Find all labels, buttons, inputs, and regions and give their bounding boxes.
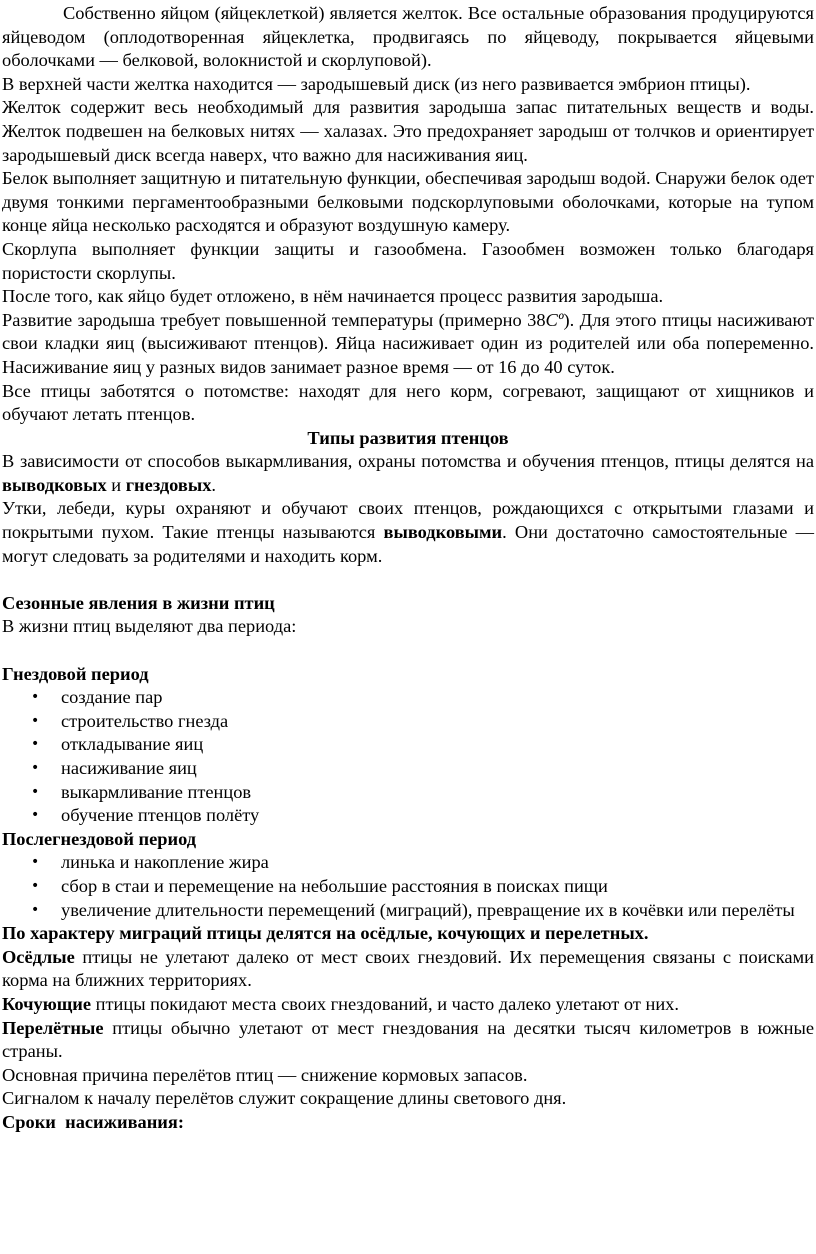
blank-line xyxy=(2,568,814,592)
paragraph-sedentary xyxy=(2,946,814,993)
paragraph-precocial-description xyxy=(2,497,814,568)
chick-types-period: . xyxy=(211,474,217,495)
post-nesting-period-list xyxy=(2,851,814,922)
list-item: • создание пар xyxy=(2,686,814,710)
paragraph-yolk-nutrients: Желток содержит весь необходимый для развития зародыша запас питательных веществ и воды. Желток подвешен на белковых нитях — халазах. Это предохраняет зародыш от толчков и ориентирует зародышевый диск всегда наверх, что важно для насиживания яиц. xyxy=(2,97,814,165)
paragraph-migration-signal: Сигналом к началу перелётов служит сокращение длины светового дня. xyxy=(2,1088,567,1109)
paragraph-chick-types-intro xyxy=(2,450,814,497)
migratory-text: птицы обычно улетают от мест гнездования на десятки тысяч километров в южные страны. xyxy=(2,1017,814,1062)
temperature-unit: Cº xyxy=(545,309,564,330)
heading-chick-types: Типы развития птенцов xyxy=(307,427,509,448)
list-item: • линька и накопление жира xyxy=(2,851,814,875)
list-item: • насиживание яиц xyxy=(2,757,814,781)
term-precocial: выводковых xyxy=(2,474,107,495)
sedentary-text: птицы не улетают далеко от мест своих гнездовий. Их перемещения связаны с поисками корма на ближних территориях. xyxy=(2,946,814,991)
blank-line xyxy=(2,639,814,663)
paragraph-migratory xyxy=(2,1017,814,1064)
term-sedentary: Осёдлые xyxy=(2,946,75,967)
heading-seasonal-phenomena: Сезонные явления в жизни птиц xyxy=(2,592,275,613)
paragraph-yolk-definition: Собственно яйцом (яйцеклеткой) является желток. Все остальные образования продуцируются яйцеводом (оплодотворенная яйцеклетка, продвигаясь по яйцеводу, покрывается яйцевыми оболочками — белковой, волокнистой и скорлуповой). xyxy=(2,3,814,71)
paragraph-two-periods: В жизни птиц выделяют два периода: xyxy=(2,616,297,637)
chick-types-and: и xyxy=(106,474,126,495)
heading-incubation-periods: Сроки насиживания: xyxy=(2,1111,184,1132)
term-nomadic: Кочующие xyxy=(2,993,92,1014)
heading-migration-types: По характеру миграций птицы делятся на осёдлые, кочующих и перелетных. xyxy=(2,923,649,944)
paragraph-shell: Скорлупа выполняет функции защиты и газообмена. Газообмен возможен только благодаря пористости скорлупы. xyxy=(2,238,814,283)
term-altricial: гнездовых xyxy=(125,474,212,495)
incubation-text-b: ). Для этого птицы насиживают свои кладки яиц (высиживают птенцов). Яйца насиживает один из родителей или оба попеременно. Насиживание яиц у разных видов занимает разное время — от 16 до 40 суток. xyxy=(2,309,815,377)
chick-types-intro-text: В зависимости от способов выкармливания, охраны потомства и обучения птенцов, птицы делятся на xyxy=(2,451,814,472)
paragraph-germinal-disc: В верхней части желтка находится — зародышевый диск (из него развивается эмбрион птицы). xyxy=(2,73,751,94)
paragraph-parental-care: Все птицы заботятся о потомстве: находят для него корм, согревают, защищают от хищников и обучают летать птенцов. xyxy=(2,380,814,425)
precocial-text-a: Утки, лебеди, куры охраняют и обучают своих птенцов, рождающихся с открытыми глазами и покрытыми пухом. Такие птенцы называются xyxy=(2,498,814,543)
term-migratory: Перелётные xyxy=(2,1017,104,1038)
list-item: • откладывание яиц xyxy=(2,733,814,757)
precocial-text-b: . Они достаточно самостоятельные — могут следовать за родителями и находить корм. xyxy=(2,522,814,566)
list-item: • обучение птенцов полёту xyxy=(2,804,814,828)
list-item: • выкармливание птенцов xyxy=(2,781,814,805)
nesting-period-list xyxy=(2,686,814,828)
paragraph-egg-white: Белок выполняет защитную и питательную функции, обеспечивая зародыш водой. Снаружи белок одет двумя тонкими пергаментообразными белковыми подскорлуповыми оболочками, которые на тупом конце яйца несколько расходятся и образуют воздушную камеру. xyxy=(2,168,814,236)
paragraph-nomadic xyxy=(2,993,814,1017)
paragraph-development-start: После того, как яйцо будет отложено, в нём начинается процесс развития зародыша. xyxy=(2,286,664,307)
heading-nesting-period: Гнездовой период xyxy=(2,663,149,684)
list-item: • сбор в стаи и перемещение на небольшие расстояния в поисках пищи xyxy=(2,875,814,899)
list-item: • увеличение длительности перемещений (миграций), превращение их в кочёвки или перелёты xyxy=(2,899,814,923)
paragraph-migration-reason: Основная причина перелётов птиц — снижение кормовых запасов. xyxy=(2,1064,528,1085)
heading-post-nesting-period: Послегнездовой период xyxy=(2,828,197,849)
list-item: • строительство гнезда xyxy=(2,710,814,734)
incubation-text-a: Развитие зародыша требует повышенной температуры (примерно 38 xyxy=(2,309,546,330)
nomadic-text: птицы покидают места своих гнездований, и часто далеко улетают от них. xyxy=(91,993,679,1014)
paragraph-incubation-temperature xyxy=(2,309,814,380)
term-precocial-inline: выводковыми xyxy=(383,522,503,543)
